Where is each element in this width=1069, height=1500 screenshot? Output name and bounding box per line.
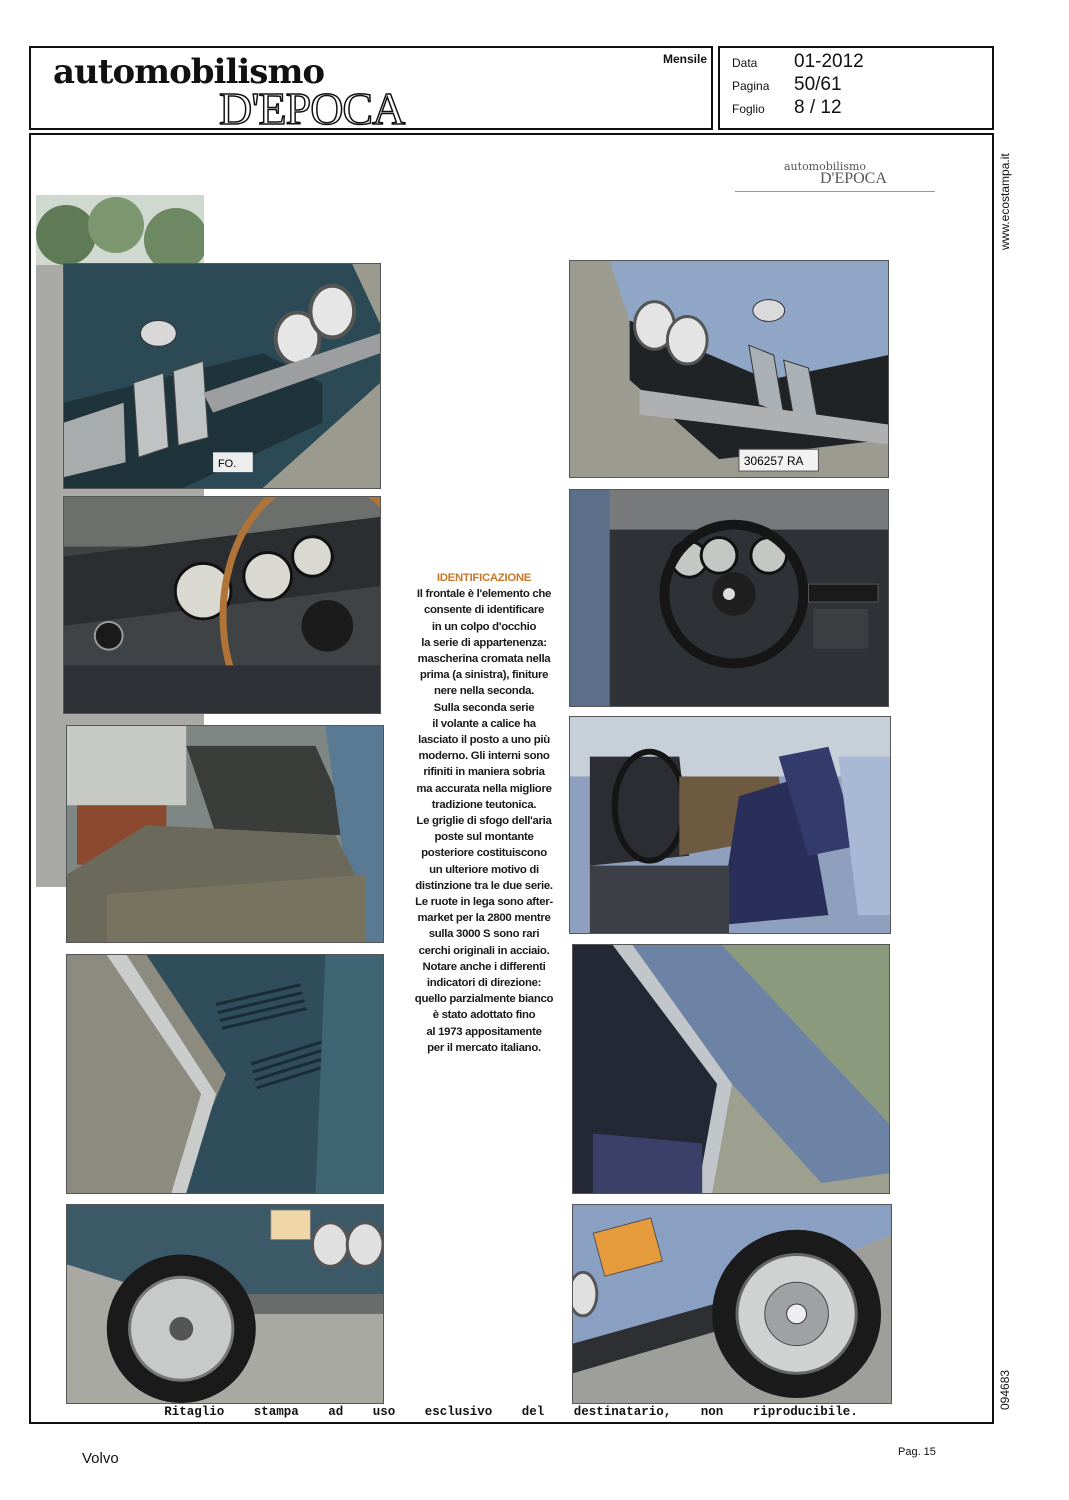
- masthead-box: [29, 46, 713, 134]
- caption-line: in un colpo d'occhio: [431, 620, 537, 633]
- caption-line: il volante a calice ha: [432, 717, 536, 730]
- caption-line: tradizione teutonica.: [431, 798, 537, 811]
- page-number: Pag. 15: [898, 1446, 936, 1458]
- photo-alloy-wheel-first-series: [66, 1204, 384, 1404]
- photo-trees-background: [36, 195, 204, 265]
- photo-front-grille-second-series: [569, 260, 889, 478]
- caption-line: la serie di appartenenza:: [421, 636, 547, 649]
- photo-steel-wheel-second-series: [572, 1204, 892, 1404]
- caption-line: sulla 3000 S sono rari: [428, 928, 540, 941]
- caption-line: per il mercato italiano.: [427, 1041, 541, 1054]
- caption-line: indicatori di direzione:: [426, 977, 542, 990]
- caption-line: Notare anche i differenti: [422, 960, 546, 973]
- photo-front-seats-second-series: [569, 716, 891, 934]
- caption-line: è stato adottato fino: [432, 1009, 536, 1022]
- caption-line: cerchi originali in acciaio.: [418, 944, 550, 957]
- caption-line: consente di identificare: [423, 604, 545, 617]
- meta-value-data: 01-2012: [794, 51, 864, 72]
- caption-line: distinzione tra le due serie.: [415, 879, 553, 892]
- photo-pillar-vents-first-series: [66, 954, 384, 1194]
- frequency-label: Mensile: [662, 52, 707, 66]
- meta-label-pagina: Pagina: [732, 79, 770, 93]
- caption-line: Sulla seconda serie: [433, 701, 535, 714]
- caption-line: mascherina cromata nella: [417, 653, 551, 666]
- caption-line: rifiniti in maniera sobria: [423, 766, 545, 779]
- photo-dashboard-second-series: [569, 489, 889, 707]
- caption-line: nere nella seconda.: [433, 685, 535, 698]
- caption-line: quello parzialmente bianco: [414, 993, 554, 1006]
- caption-line: lasciato il posto a uno più: [418, 734, 550, 747]
- caption-line: moderno. Gli interni sono: [418, 750, 550, 763]
- caption-line: prima (a sinistra), finiture: [419, 669, 549, 682]
- masthead-logo-top: automobilismo: [53, 52, 325, 92]
- caption-line: posteriore costituiscono: [421, 847, 547, 860]
- meta-label-foglio: Foglio: [732, 102, 765, 116]
- photo-dashboard-first-series: [63, 496, 381, 714]
- meta-value-foglio: 8 / 12: [794, 97, 842, 118]
- plate-left: FO.: [218, 458, 237, 471]
- inner-logo-top: automobilismo: [784, 160, 867, 173]
- caption-line: Il frontale è l'elemento che: [416, 588, 552, 601]
- plate-right: 306257 RA: [743, 454, 804, 469]
- caption-line: Le griglie di sfogo dell'aria: [416, 815, 552, 828]
- meta-label-data: Data: [732, 56, 758, 70]
- caption-title: IDENTIFICAZIONE: [436, 572, 532, 584]
- caption-line: market per la 2800 mentre: [417, 912, 551, 925]
- caption-line: ma accurata nella migliore: [416, 782, 552, 795]
- reproduction-notice: Ritaglio stampa ad uso esclusivo del destinatario, non riproducibile.: [164, 1405, 858, 1419]
- inner-header-rule: [735, 191, 935, 192]
- caption-identificazione: [398, 570, 570, 1056]
- client-name: Volvo: [82, 1450, 119, 1467]
- photo-front-grille-first-series: [63, 263, 381, 489]
- meta-value-pagina: 50/61: [794, 74, 842, 95]
- caption-line: un ulteriore motivo di: [429, 863, 539, 876]
- caption-line: Le ruote in lega sono after-: [415, 896, 553, 909]
- caption-line: al 1973 appositamente: [426, 1025, 542, 1038]
- inner-logo-bottom: D'EPOCA: [820, 170, 887, 187]
- masthead-logo-bottom: D'EPOCA: [219, 83, 405, 134]
- meta-box: [718, 46, 994, 130]
- side-code: 094683: [998, 1369, 1012, 1410]
- photo-pillar-second-series: [572, 944, 890, 1194]
- caption-line: poste sul montante: [434, 831, 534, 844]
- photo-rear-seat-first-series: [66, 725, 384, 943]
- side-url: www.ecostampa.it: [998, 153, 1012, 250]
